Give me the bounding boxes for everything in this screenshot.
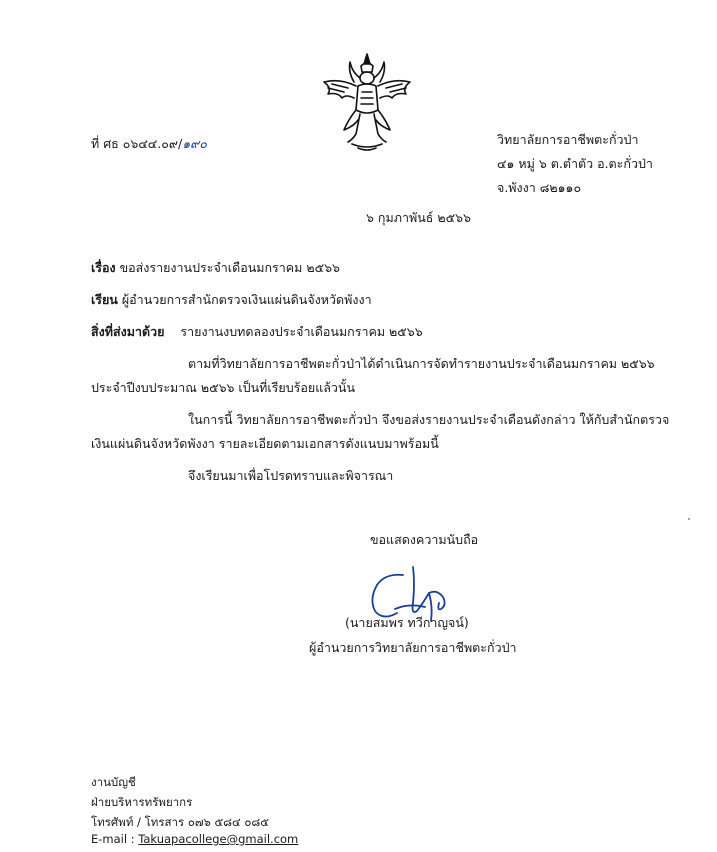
enclosure-line: [91, 322, 423, 342]
enclosure-label: สิ่งที่ส่งมาด้วย: [91, 324, 165, 339]
footer-email-link[interactable]: Takuapacollege@gmail.com: [138, 832, 299, 846]
body-paragraph-1-line2: ประจำปีงบประมาณ ๒๕๖๖ เป็นที่เรียบร้อยแล้วนั้น: [91, 380, 356, 395]
subject-label: เรื่อง: [91, 260, 116, 275]
subject-line: [91, 258, 340, 278]
signer-name: (นายสมพร ทวีกาญจน์): [345, 615, 469, 630]
reference-printed: ที่ ศธ ๐๖๔๔.๐๙/: [91, 136, 183, 151]
body-paragraph-2-line1: ในการนี้ วิทยาลัยการอาชีพตะกั่วป่า จึงขอส่งรายงานประจำเดือนดังกล่าว ให้กับสำนักตรวจ: [188, 412, 670, 427]
body-paragraph-2-line2: เงินแผ่นดินจังหวัดพังงา รายละเอียดตามเอกสารดังแนบมาพร้อมนี้: [91, 436, 439, 451]
addressee-label: เรียน: [91, 292, 118, 307]
letter-date: ๖ กุมภาพันธ์ ๒๕๖๖: [366, 210, 471, 225]
signer-title: ผู้อำนวยการวิทยาลัยการอาชีพตะกั่วป่า: [309, 640, 517, 655]
org-address-line2: จ.พังงา ๘๒๑๑๐: [497, 180, 582, 195]
addressee-line: [91, 290, 372, 310]
footer-email-line: [91, 832, 298, 846]
org-address-line1: ๔๑ หมู่ ๖ ต.ตำตัว อ.ตะกั่วป่า: [497, 156, 653, 171]
garuda-emblem-icon: [318, 48, 416, 154]
addressee-text: ผู้อำนวยการสำนักตรวจเงินแผ่นดินจังหวัดพังงา: [121, 292, 372, 307]
footer-department: งานบัญชี: [91, 775, 136, 789]
subject-text: ขอส่งรายงานประจำเดือนมกราคม ๒๕๖๖: [119, 260, 340, 275]
footer-phone: โทรศัพท์ / โทรสาร ๐๗๖ ๕๘๔ ๐๘๕: [91, 815, 269, 829]
footer-division: ฝ่ายบริหารทรัพยากร: [91, 795, 193, 809]
scan-speck: [688, 518, 690, 520]
body-paragraph-1-line1: ตามที่วิทยาลัยการอาชีพตะกั่วป่าได้ดำเนินการจัดทำรายงานประจำเดือนมกราคม ๒๕๖๖: [188, 356, 655, 371]
reference-handwritten: ๑๙๐: [182, 136, 207, 151]
closing-regards: ขอแสดงความนับถือ: [370, 532, 479, 547]
reference-number: [91, 134, 207, 154]
enclosure-text: รายงานงบทดลองประจำเดือนมกราคม ๒๕๖๖: [180, 324, 423, 339]
body-paragraph-3: จึงเรียนมาเพื่อโปรดทราบและพิจารณา: [188, 468, 394, 483]
org-name: วิทยาลัยการอาชีพตะกั่วป่า: [497, 132, 639, 147]
footer-email-label: E-mail :: [91, 832, 139, 846]
